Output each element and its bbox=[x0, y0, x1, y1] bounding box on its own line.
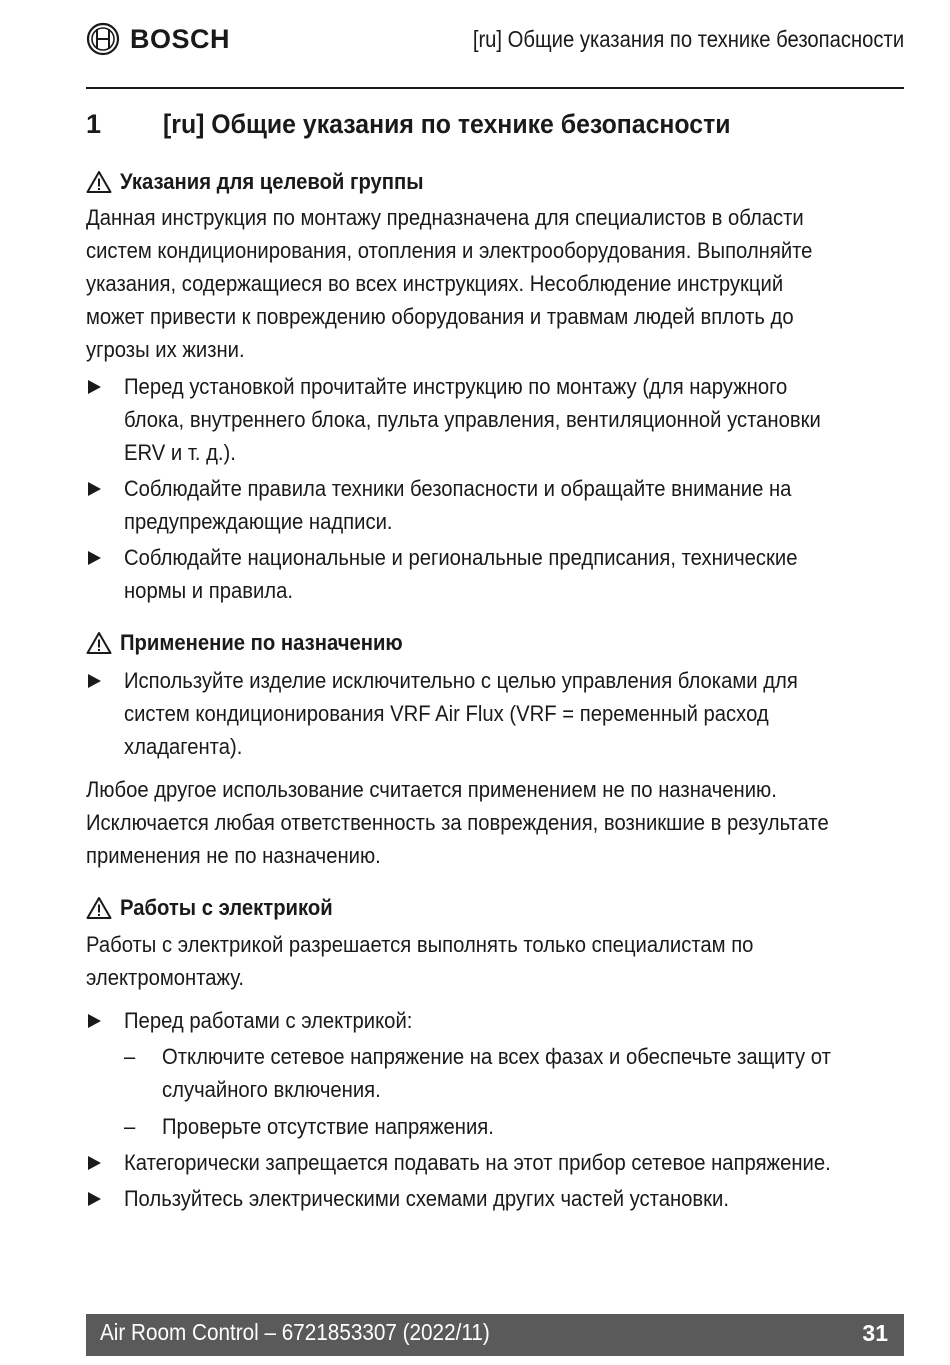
bosch-armature-icon bbox=[86, 22, 120, 56]
target-group-heading: Указания для целевой группы bbox=[86, 166, 457, 198]
warning-icon bbox=[86, 170, 112, 194]
section-title: [ru] Общие указания по технике безопасности bbox=[163, 109, 731, 139]
bullet-arrow-icon bbox=[88, 1014, 101, 1028]
dash-marker: – bbox=[124, 1044, 136, 1069]
target-group-paragraph: Данная инструкция по монтажу предназначена для специалистов в области систем кондиционирования, отопления и электрооборудования. Выполняйте указания, содержащиеся во всех инструкциях. Несоблюдение инструкций может привести к повреждению оборудования и травмам людей вплоть до угрозы их жизни. bbox=[86, 205, 813, 362]
footer-doc-info: Air Room Control – 6721853307 (2022/11) bbox=[100, 1319, 490, 1345]
warning-icon bbox=[86, 631, 112, 655]
dash-marker: – bbox=[124, 1114, 136, 1139]
page-number: 31 bbox=[862, 1320, 888, 1346]
intended-use-paragraph: Любое другое использование считается применением не по назначению. Исключается любая ответственность за повреждения, возникшие в результате применения не по назначению. bbox=[86, 777, 829, 868]
bosch-logo bbox=[86, 22, 230, 56]
bullet-arrow-icon bbox=[88, 1156, 101, 1170]
electrical-heading: Работы с электрикой bbox=[86, 892, 356, 924]
electrical-paragraph: Работы с электрикой разрешается выполнять только специалистам по электромонтажу. bbox=[86, 932, 754, 990]
running-header-title: [ru] Общие указания по технике безопасности bbox=[472, 26, 904, 52]
warning-icon bbox=[86, 896, 112, 920]
bullet-arrow-icon bbox=[88, 380, 101, 394]
section-number: 1 bbox=[86, 109, 102, 139]
page-footer bbox=[86, 1314, 904, 1356]
bullet-arrow-icon bbox=[88, 1192, 101, 1206]
bullet-arrow-icon bbox=[88, 674, 101, 688]
brand-name: BOSCH bbox=[130, 23, 231, 54]
page-header bbox=[86, 20, 904, 60]
bullet-arrow-icon bbox=[88, 482, 101, 496]
intended-use-heading: Применение по назначению bbox=[86, 627, 434, 659]
document-page: BOSCH [ru] Общие указания по технике безопасности 1 [ru] Общие указания по технике безопасности Указания для целевой группы Данная инструкция по монтажу предназначена для специалистов в области систем кондиционирования, отопления и электрооборудования. Выполняйте указания, содержащиеся во всех инструкциях. Несоблюдение инструкций может привести к повреждению оборудования и травмам людей вплоть до угрозы их жизни. Перед установкой прочитайте инструкцию по монтажу (для наружного блока, внутреннего блока, пульта управления, вентиляционной установки ERV и т. д.). Соблюдайте правила техники безопасности и обращайте внимание на предупреждающие надписи. Соблюдайте национальные и региональные предписания, технические нормы и правила. Применение по назначению Используйте изделие исключительно с целью управления блоками для систем кондиционирования VRF Air Flux (VRF = переменный расход хладагента). Любое другое использование считается применением не по назначению. Исключается любая ответственность за повреждения, возникшие в результате применения не по назначению. Работы с электрикой Работы с электрикой разрешается выполнять только специалистам по электромонтажу. Перед работами с электрикой: – Отключите сетевое напряжение на всех фазах и обеспечьте защиту от случайного включения. – Проверьте отсутствие напряжения. Категорически запрещается подавать на этот прибор сетевое напряжение. Пользуйтесь электрическими схемами других частей установки. bbox=[86, 0, 904, 1365]
bullet-arrow-icon bbox=[88, 551, 101, 565]
header-rule bbox=[86, 87, 904, 89]
